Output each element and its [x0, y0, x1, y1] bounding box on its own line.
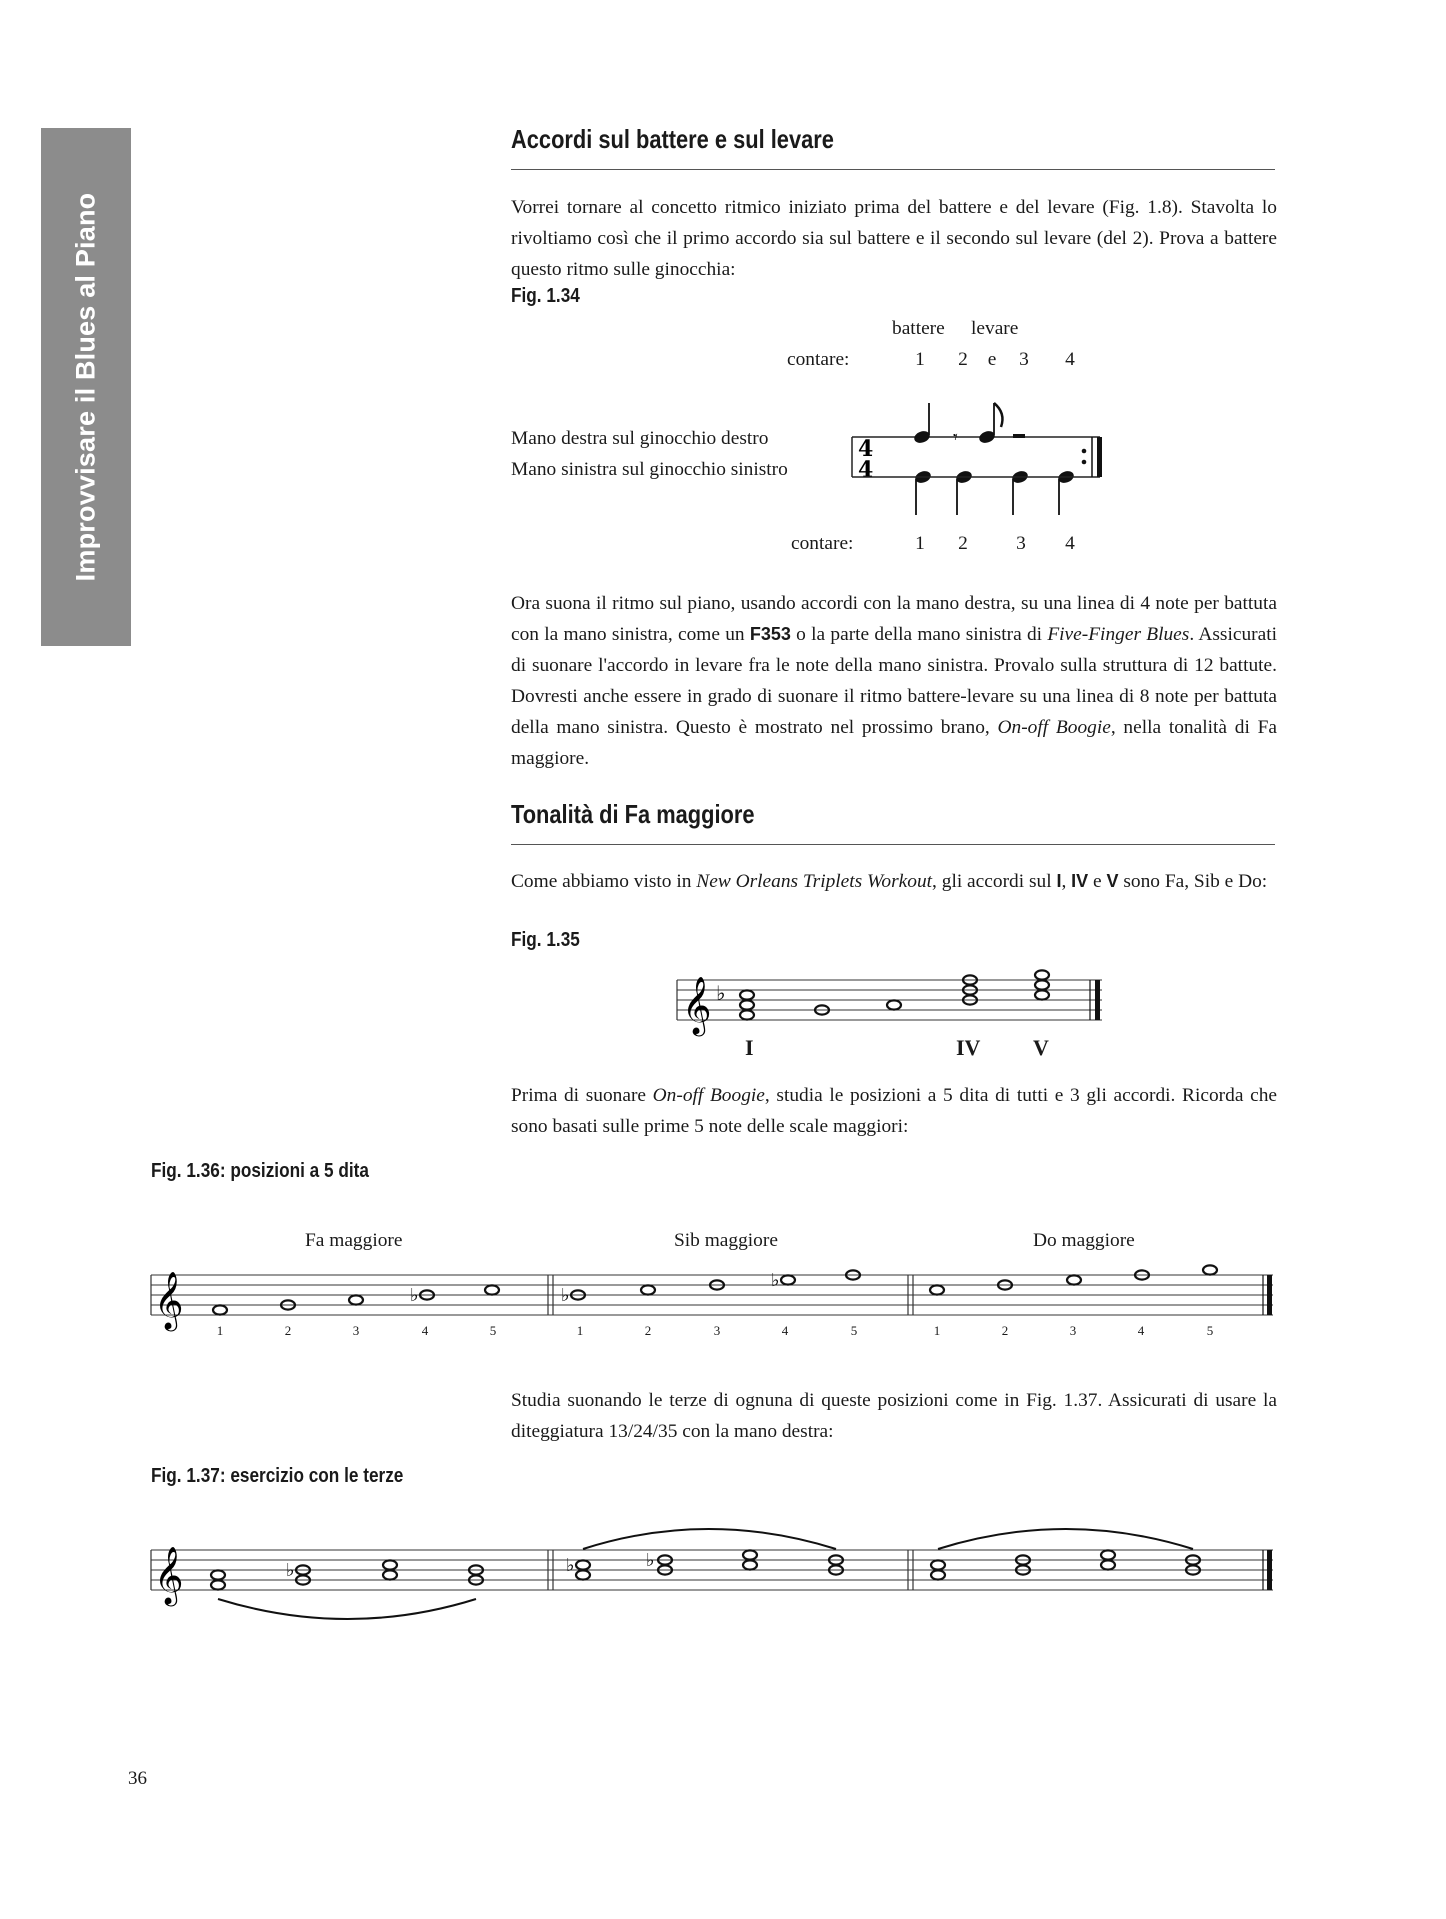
finger-5: 5: [850, 1323, 858, 1338]
eighth-rest: 𝄾: [953, 427, 958, 448]
roman-iv: IV: [956, 1035, 981, 1060]
heading-rule: [511, 844, 1275, 845]
finger-5: 5: [489, 1323, 497, 1338]
side-tab-label: Improvvisare il Blues al Piano: [70, 192, 101, 582]
svg-text:♭: ♭: [410, 1285, 419, 1306]
finger-2: 2: [284, 1323, 292, 1338]
key-fa-maggiore: Fa maggiore: [305, 1230, 403, 1251]
section2-paragraph-1: Come abbiamo visto in New Orleans Triplets Workout, gli accordi sul I, IV e V sono Fa, Sib e Do:: [511, 871, 1268, 892]
treble-clef: 𝄞: [154, 1271, 184, 1329]
finger-3: 3: [1069, 1323, 1077, 1338]
finger-1: 1: [216, 1323, 224, 1338]
thirds-exercise-staff: [148, 1515, 1278, 1625]
title-new-orleans: New Orleans Triplets Workout: [696, 871, 933, 892]
time-sig-top: 4: [858, 436, 874, 462]
key-do-maggiore: Do maggiore: [1033, 1230, 1135, 1251]
flat-sign: ♭: [716, 981, 726, 1005]
section1-paragraph-2: Ora suona il ritmo sul piano, usando accordi con la mano destra, su una linea di 4 note per battuta con la mano sinistra, come un F353 o la parte della mano sinistra di Five-Finger Blues. Assicurati di suonare l'accordo in levare fra le note della mano sinistra. Provalo sulla struttura di 12 battute. Dovresti anche essere in grado di suonare il ritmo battere-levare su una linea di 8 note per battuta della mano sinistra. Questo è mostrato nel prossimo brano, On-off Boogie, nella tonalità di Fa maggiore.: [511, 593, 1278, 769]
fig-1-35-label: Fig. 1.35: [511, 929, 580, 951]
key-sib-maggiore: Sib maggiore: [674, 1230, 778, 1251]
left-hand-label: Mano sinistra sul ginocchio sinistro: [511, 459, 788, 480]
fig-1-37-label: Fig. 1.37: esercizio con le terze: [151, 1465, 404, 1487]
count-top-4: 4: [1065, 349, 1075, 370]
finger-1: 1: [576, 1323, 584, 1338]
fig-1-36-label: Fig. 1.36: posizioni a 5 dita: [151, 1160, 369, 1182]
fig-1-34-label: Fig. 1.34: [511, 285, 580, 307]
section-heading-tonalita: Tonalità di Fa maggiore: [511, 799, 755, 829]
section2-paragraph-3: Studia suonando le terze di ognuna di queste posizioni come in Fig. 1.37. Assicurati di usare la diteggiatura 13/24/35 con la mano destra:: [511, 1390, 1277, 1442]
right-hand-label: Mano destra sul ginocchio destro: [511, 428, 769, 449]
battere-label: battere: [892, 318, 945, 339]
count-top-2: 2: [958, 349, 968, 370]
finger-3: 3: [352, 1323, 360, 1338]
svg-text:♭: ♭: [561, 1285, 570, 1306]
treble-clef: 𝄞: [682, 976, 712, 1034]
finger-1: 1: [933, 1323, 941, 1338]
contare-label-bottom: contare:: [791, 533, 854, 554]
section1-paragraph-1: Vorrei tornare al concetto ritmico iniziato prima del battere e del levare (Fig. 1.8). Stavolta lo rivoltiamo così che il primo accordo sia sul battere e il secondo sul levare (del 2). Prova a battere questo ritmo sulle ginocchia:: [511, 197, 1277, 280]
levare-label: levare: [971, 318, 1019, 339]
title-on-off-boogie: On-off Boogie: [652, 1085, 765, 1106]
svg-text:♭: ♭: [286, 1560, 295, 1581]
roman-i: I: [745, 1035, 754, 1060]
section2-paragraph-2: Prima di suonare On-off Boogie, studia le posizioni a 5 dita di tutti e 3 gli accordi. Ricorda che sono basati sulle prime 5 note delle scale maggiori:: [511, 1085, 1277, 1137]
finger-4: 4: [781, 1323, 789, 1338]
svg-text:♭: ♭: [646, 1550, 655, 1571]
roman-v: V: [1033, 1035, 1049, 1060]
time-sig-bottom: 4: [858, 457, 874, 483]
count-bottom-2: 2: [958, 533, 968, 554]
page-number: 36: [128, 1768, 147, 1789]
heading-rule: [511, 169, 1275, 170]
title-five-finger-blues: Five-Finger Blues: [1047, 624, 1190, 645]
finger-2: 2: [1001, 1323, 1009, 1338]
side-tab: [41, 128, 131, 646]
finger-5: 5: [1206, 1323, 1214, 1338]
count-bottom-4: 4: [1065, 533, 1075, 554]
treble-clef: 𝄞: [154, 1546, 184, 1604]
count-bottom-3: 3: [1016, 533, 1026, 554]
code-f353: F353: [749, 624, 791, 644]
finger-4: 4: [421, 1323, 429, 1338]
section-heading-accordi: Accordi sul battere e sul levare: [511, 124, 834, 154]
finger-4: 4: [1137, 1323, 1145, 1338]
svg-text:♭: ♭: [566, 1555, 575, 1576]
finger-3: 3: [713, 1323, 721, 1338]
half-rest: [1013, 434, 1025, 438]
count-top-3: 3: [1019, 349, 1029, 370]
count-bottom-1: 1: [915, 533, 925, 554]
finger-2: 2: [644, 1323, 652, 1338]
svg-text:♭: ♭: [771, 1270, 780, 1291]
contare-label-top: contare:: [787, 349, 850, 370]
rhythm-notation: [840, 395, 1120, 525]
count-top-1: 1: [915, 349, 925, 370]
title-on-off-boogie: On-off Boogie: [997, 717, 1111, 738]
count-top-e: e: [987, 349, 997, 370]
